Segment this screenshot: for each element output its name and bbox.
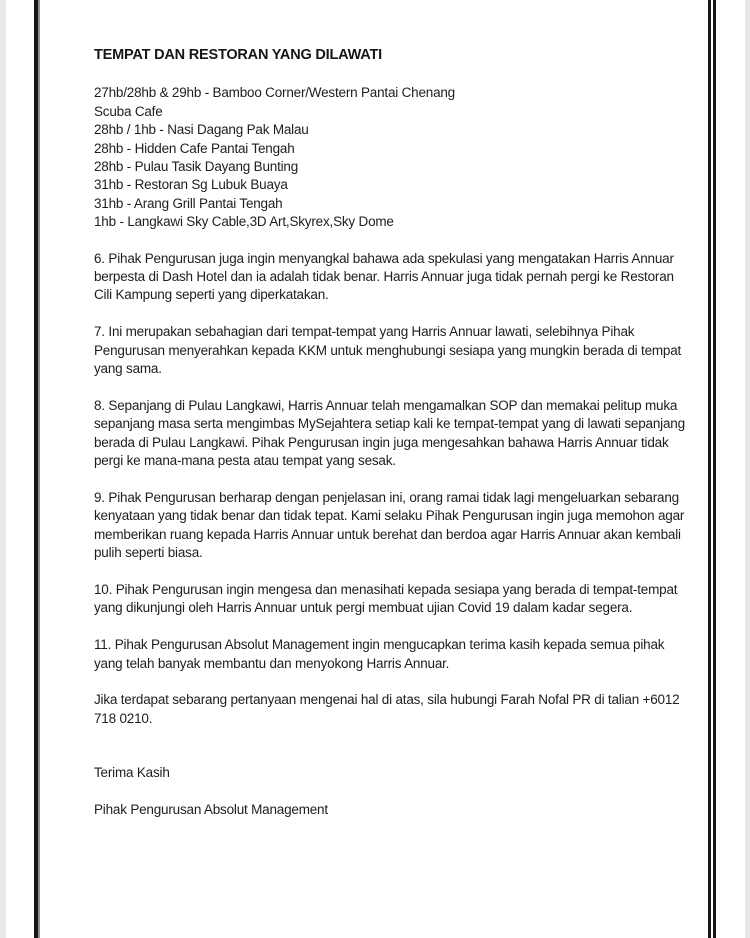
closing-thanks: Terima Kasih xyxy=(94,765,170,781)
closing-block xyxy=(94,764,694,819)
statement-paragraph: 10. Pihak Pengurusan ingin mengesa dan menasihati kepada sesiapa yang berada di tempat-tempat yang dikunjungi oleh Harris Annuar untuk pergi membuat ujian Covid 19 dalam kadar segera. xyxy=(94,581,678,616)
visited-place-line: Scuba Cafe xyxy=(94,103,163,119)
document-heading: TEMPAT DAN RESTORAN YANG DILAWATI xyxy=(94,47,382,63)
visited-place-line: 31hb - Restoran Sg Lubuk Buaya xyxy=(94,177,288,193)
visited-place-line: 27hb/28hb & 29hb - Bamboo Corner/Western Pantai Chenang xyxy=(94,85,455,101)
visited-place-line: 1hb - Langkawi Sky Cable,3D Art,Skyrex,Sky Dome xyxy=(94,214,394,230)
document-page xyxy=(40,0,708,938)
page-right-border xyxy=(708,0,716,938)
statement-paragraph: 6. Pihak Pengurusan juga ingin menyangkal bahawa ada spekulasi yang mengatakan Harris Annuar berpesta di Dash Hotel dan ia adalah tidak benar. Harris Annuar juga tidak pernah pergi ke Restoran Cili Kampung seperti yang diperkatakan. xyxy=(94,250,674,303)
statement-paragraph: 9. Pihak Pengurusan berharap dengan penjelasan ini, orang ramai tidak lagi mengeluarkan sebarang kenyataan yang tidak benar dan tidak tepat. Kami selaku Pihak Pengurusan ingin juga memohon agar memberikan ruang kepada Harris Annuar untuk berehat dan berdoa agar Harris Annuar akan kembali pulih seperti biasa. xyxy=(94,489,685,561)
statement-paragraph: 8. Sepanjang di Pulau Langkawi, Harris Annuar telah mengamalkan SOP dan memakai pelitup muka sepanjang masa serta mengimbas MySejahtera setiap kali ke tempat-tempat yang di lawati sepanjang berada di Pulau Langkawi. Pihak Pengurusan ingin juga mengesahkan bahawa Harris Annuar tidak pergi ke mana-mana pesta atau tempat yang sesak. xyxy=(94,397,685,469)
closing-signature: Pihak Pengurusan Absolut Management xyxy=(94,801,328,817)
right-edge-strip xyxy=(745,0,750,938)
visited-place-line: 28hb - Hidden Cafe Pantai Tengah xyxy=(94,140,295,156)
left-edge-strip xyxy=(0,0,6,938)
statement-paragraph: 11. Pihak Pengurusan Absolut Management ingin mengucapkan terima kasih kepada semua pihak yang telah banyak membantu dan menyokong Harris Annuar. xyxy=(94,637,665,671)
visited-place-line: 28hb / 1hb - Nasi Dagang Pak Malau xyxy=(94,122,309,138)
visited-place-line: 31hb - Arang Grill Pantai Tengah xyxy=(94,195,283,211)
visited-place-line: 28hb - Pulau Tasik Dayang Bunting xyxy=(94,159,299,175)
statement-paragraphs xyxy=(94,250,694,728)
statement-paragraph: 7. Ini merupakan sebahagian dari tempat-tempat yang Harris Annuar lawati, selebihnya Pihak Pengurusan menyerahkan kepada KKM untuk menghubungi sesiapa yang mungkin berada di tempat yang sama. xyxy=(94,324,682,377)
visited-places-list xyxy=(94,84,694,231)
statement-paragraph: Jika terdapat sebarang pertanyaan mengenai hal di atas, sila hubungi Farah Nofal PR di talian +6012 718 0210. xyxy=(94,692,680,726)
